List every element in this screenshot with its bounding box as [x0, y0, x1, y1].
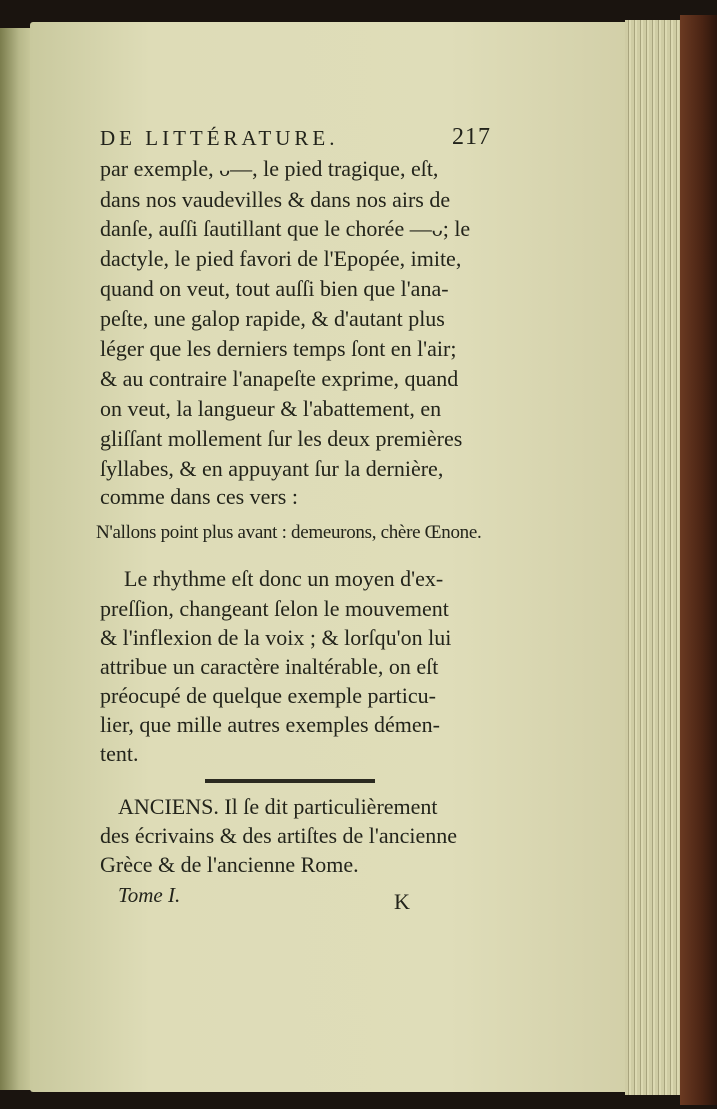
text-line: quand on veut, tout auſſi bien que l'ana- — [100, 276, 449, 301]
book-cover — [680, 15, 717, 1105]
running-head-title: DE LITTÉRATURE. — [100, 126, 339, 150]
text-line: léger que les derniers temps ſont en l'air; — [100, 336, 457, 361]
text-line: attribue un caractère inaltérable, on eſt — [100, 654, 439, 679]
verse-quote: N'allons point plus avant : demeurons, chère Œnone. — [96, 522, 482, 543]
text-line: ſyllabes, & en appuyant ſur la dernière, — [100, 456, 444, 481]
text-line: on veut, la langueur & l'abattement, en — [100, 396, 442, 421]
left-page-edge — [0, 28, 32, 1090]
text-line: peſte, une galop rapide, & d'autant plus — [100, 306, 445, 331]
text-line: danſe, auſſi ſautillant que le chorée —ᴗ; le — [100, 216, 471, 241]
text-line: dans nos vaudevilles & dans nos airs de — [100, 187, 451, 212]
signature-mark: K — [394, 889, 410, 914]
text-line: Grèce & de l'ancienne Rome. — [100, 852, 359, 877]
text-line: dactyle, le pied favori de l'Epopée, imite, — [100, 246, 462, 271]
text-line: préocupé de quelque exemple particu- — [100, 683, 436, 708]
text-line: tent. — [100, 741, 139, 766]
page-number: 217 — [452, 124, 491, 150]
entry-heading-line: ANCIENS. Il ſe dit particulièrement — [118, 794, 438, 819]
text-line: preſſion, changeant ſelon le mouvement — [100, 596, 449, 621]
text-line: & au contraire l'anapeſte exprime, quand — [100, 366, 459, 391]
text-line: Le rhythme eſt donc un moyen d'ex- — [124, 566, 444, 591]
text-line: par exemple, ᴗ—, le pied tragique, eſt, — [100, 156, 439, 181]
text-line: lier, que mille autres exemples démen- — [100, 712, 440, 737]
text-line: gliſſant mollement ſur les deux premières — [100, 426, 463, 451]
text-line: des écrivains & des artiſtes de l'ancienne — [100, 823, 458, 848]
text-line: comme dans ces vers : — [100, 484, 298, 509]
page — [30, 22, 630, 1092]
running-head — [100, 126, 620, 151]
text-line: & l'inflexion de la voix ; & lorſqu'on lui — [100, 625, 452, 650]
volume-footer: Tome I. — [118, 883, 181, 907]
section-rule — [205, 779, 375, 783]
